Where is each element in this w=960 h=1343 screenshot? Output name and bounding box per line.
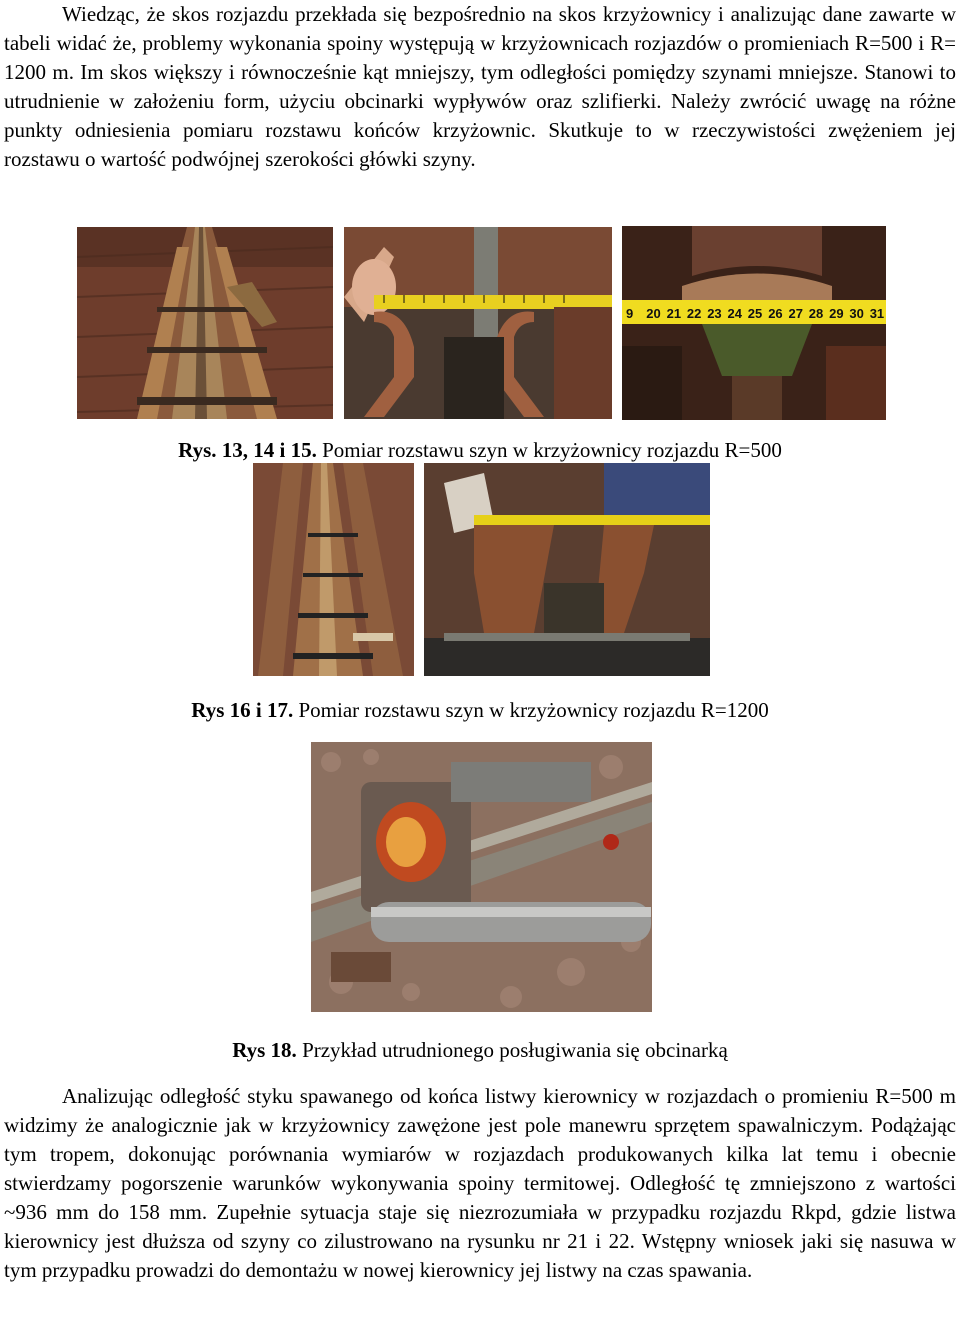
- tape-number: 30: [849, 306, 864, 321]
- tape-number: 9: [626, 306, 634, 321]
- caption-fig-13-15: Rys. 13, 14 i 15. Pomiar rozstawu szyn w krzyżownicy rozjazdu R=500: [178, 438, 782, 462]
- tape-number: 25: [747, 306, 763, 321]
- intro-paragraph: Wiedząc, że skos rozjazdu przekłada się bezpośrednio na skos krzyżownicy i analizując dane zawarte w tabeli widać że, problemy wykonania spoiny występują w krzyżownicach rozjazdów o promieniach R=500 i R= 1200 m. Im skos większy i równocześnie kąt mniejszy, tym odległości pomiędzy szynami mniejsze. Stanowi to utrudnienie w założeniu form, użyciu obcinarki wypływów oraz szlifierki. Należy zwrócić uwagę na różne punkty odniesienia pomiaru rozstawu końców krzyżownic. Skutkuje to w rzeczywistości zwężeniem jej rozstawu o wartość podwójnej szerokości główki szyny.: [4, 2, 956, 171]
- analysis-paragraph: Analizując odległość styku spawanego od końca listwy kierownicy w rozjazdach o promieniu R=500 m widzimy że analogicznie jak w krzyżownicy zawężone jest pole manewru sprzętem spawalniczym. Podążając tym tropem, dokonując porównania wymiarów w rozjazdach produkowanych kilka lat temu i obecnie stwierdzamy pogorszenie warunków wykonywania spoiny termitowej. Odległość tę zmniejszono z wartości ~936 mm do 158 mm. Zupełnie sytuacja staje się niezrozumiała w przypadku rozjazdu Rkpd, gdzie listwa kierownicy jest dłuższa od szyny co zilustrowano na rysunku nr 21 i 22. Wstępny wniosek jaki się nasuwa w tym przypadku prowadzi do demontażu w nowej kierownicy jej listwy na czas spawania.: [4, 1084, 956, 1282]
- tape-number: 21: [666, 306, 682, 321]
- tape-number: 20: [646, 306, 661, 321]
- caption-fig-16-17: Rys 16 i 17. Pomiar rozstawu szyn w krzyżownicy rozjazdu R=1200: [191, 698, 769, 722]
- photo-gauge-measurement-r500: [344, 227, 612, 419]
- tape-number: 29: [829, 306, 844, 321]
- caption-fig-18: Rys 18. Przykład utrudnionego posługiwania się obcinarką: [232, 1038, 728, 1062]
- tape-number: 27: [788, 306, 803, 321]
- photo-frog-r1200-overview: [253, 463, 414, 676]
- tape-number: 24: [727, 306, 742, 321]
- photo-tape-closeup-r500: [622, 226, 886, 420]
- tape-number: 31: [869, 306, 885, 321]
- photo-rail-cutter: [311, 742, 652, 1012]
- photo-gauge-measurement-r1200: [424, 463, 710, 676]
- tape-number: 23: [707, 306, 722, 321]
- tape-number: 22: [686, 306, 702, 321]
- photo-frog-r500-overview: [77, 227, 333, 419]
- tape-number: 28: [808, 306, 824, 321]
- tape-number: 26: [768, 306, 783, 321]
